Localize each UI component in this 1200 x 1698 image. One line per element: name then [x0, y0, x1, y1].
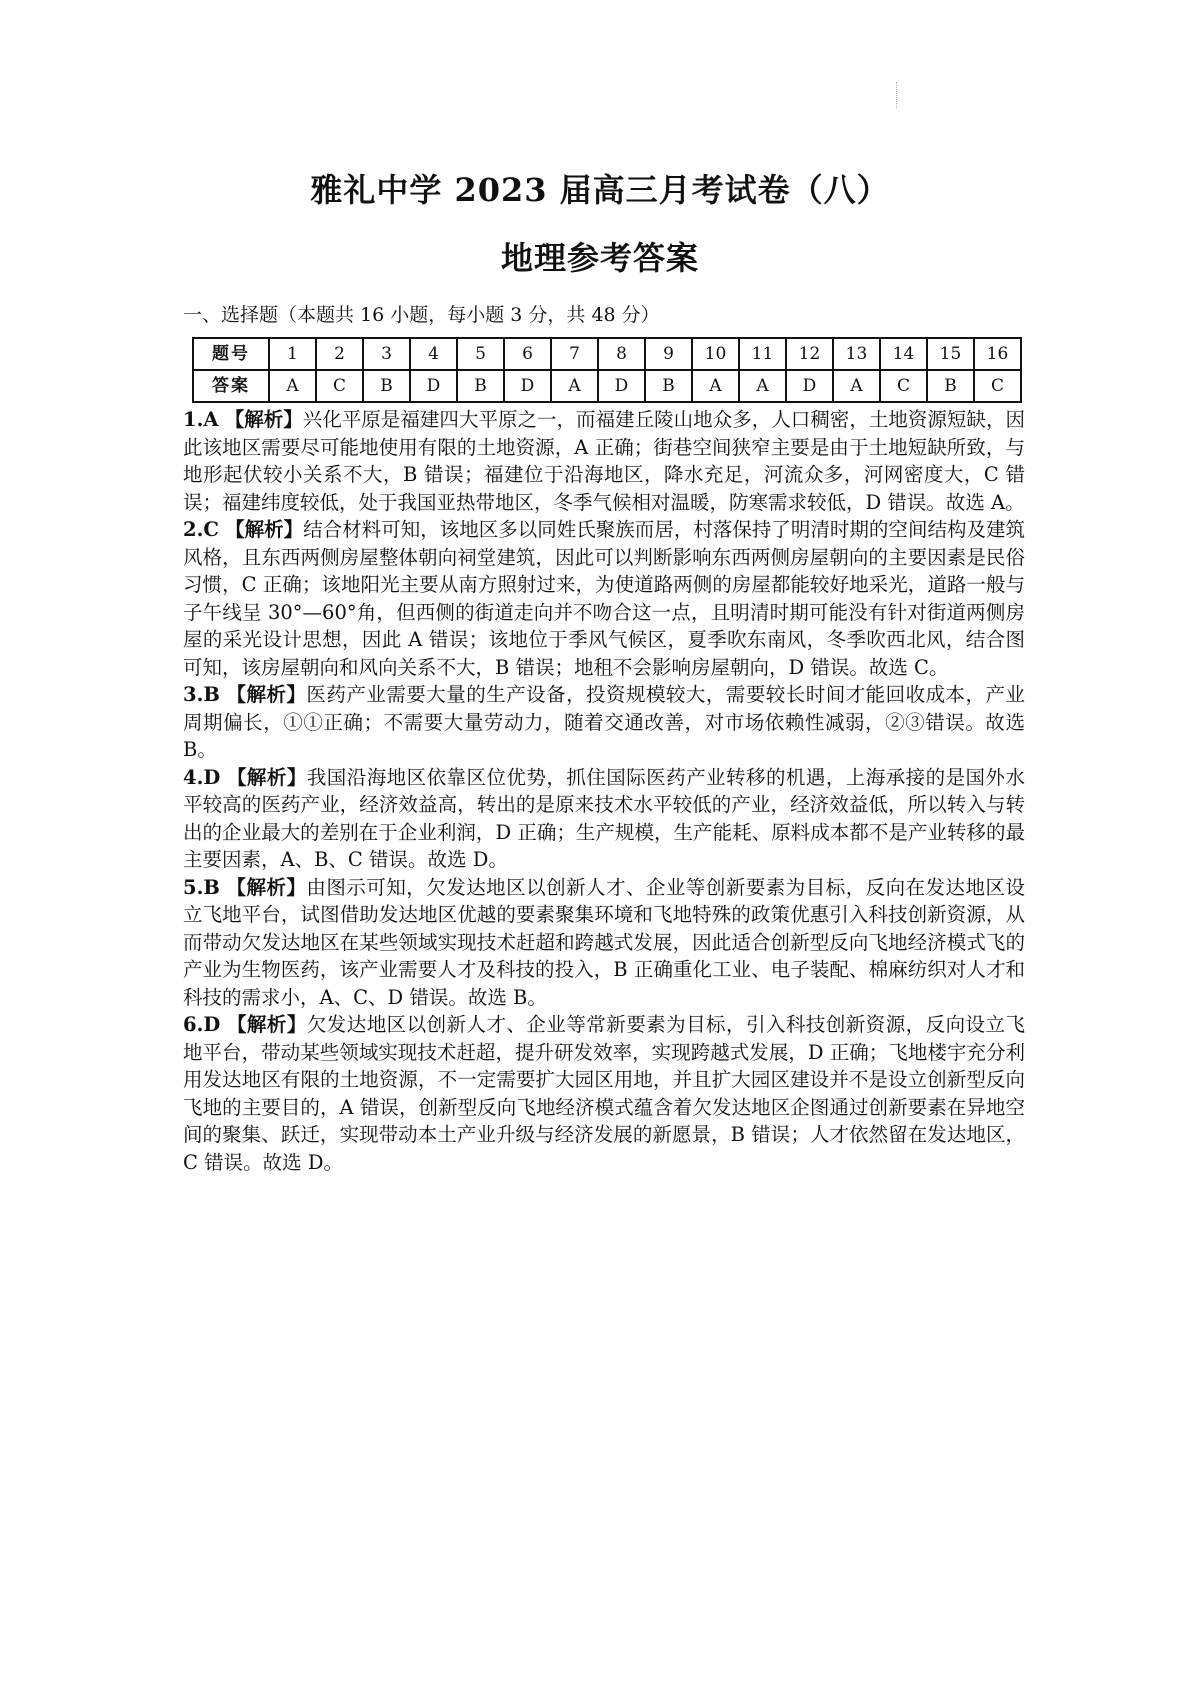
- answer-cell: D: [410, 370, 457, 402]
- explanation-tag: 【解析】: [226, 765, 307, 789]
- answer-cell: B: [363, 370, 410, 402]
- explanation-item: [183, 406, 1025, 516]
- explanation-tag: 【解析】: [224, 408, 303, 431]
- explanation-tag: 【解析】: [226, 683, 307, 706]
- question-number-cell: 2: [316, 338, 363, 370]
- answer-cell: D: [504, 370, 551, 402]
- scan-mark: [896, 82, 899, 108]
- explanation-item: [183, 1011, 1025, 1176]
- explanation-text: 我国沿海地区依靠区位优势，抓住国际医药产业转移的机遇，上海承接的是国外水平较高的医药产业，经济效益高，转出的是原来技术水平较低的产业，经济效益低，所以转入与转出的企业最大的差别在于企业利润，D 正确；生产规模，生产能耗、原料成本都不是产业转移的最主要因素，A、B、C 错误。故选 D。: [183, 765, 1025, 871]
- explanation-tag: 【解析】: [225, 518, 304, 541]
- answer-cell: A: [692, 370, 739, 402]
- row-label-numbers: 题号: [193, 338, 269, 370]
- table-row-question-numbers: [193, 338, 1021, 370]
- explanation-text: 欠发达地区以创新人才、企业等常新要素为目标，引入科技创新资源，反向设立飞地平台，带动某些领域实现技术赶超，提升研发效率，实现跨越式发展，D 正确；飞地楼宇充分利用发达地区有限的土地资源，不一定需要扩大园区用地，并且扩大园区建设并不是设立创新型反向飞地的主要目的，A 错误，创新型反向飞地经济模式蕴含着欠发达地区企图通过创新要素在异地空间的聚集、跃迁，实现带动本土产业升级与经济发展的新愿景，B 错误；人才依然留在发达地区，C 错误。故选 D。: [183, 1013, 1025, 1174]
- answer-cell: B: [927, 370, 974, 402]
- explanation-item: [183, 681, 1025, 764]
- explanation-answer-number: 4.D: [183, 765, 221, 789]
- answer-cell: B: [645, 370, 692, 402]
- answer-cell: A: [833, 370, 880, 402]
- table-row-answers: [193, 370, 1021, 402]
- explanation-tag: 【解析】: [226, 875, 307, 899]
- answer-cell: B: [457, 370, 504, 402]
- question-number-cell: 3: [363, 338, 410, 370]
- question-number-cell: 16: [974, 338, 1021, 370]
- answer-cell: A: [269, 370, 316, 402]
- question-number-cell: 15: [927, 338, 974, 370]
- explanation-answer-number: 6.D: [183, 1013, 221, 1036]
- question-number-cell: 11: [739, 338, 786, 370]
- question-number-cell: 6: [504, 338, 551, 370]
- question-number-cell: 7: [551, 338, 598, 370]
- section-heading: 一、选择题（本题共 16 小题，每小题 3 分，共 48 分）: [183, 304, 660, 326]
- explanation-text: 兴化平原是福建四大平原之一，而福建丘陵山地众多，人口稠密，土地资源短缺，因此该地区需要尽可能地使用有限的土地资源，A 正确；街巷空间狭窄主要是由于土地短缺所致，与地形起伏较小关系不大，B 错误；福建位于沿海地区，降水充足，河流众多，河网密度大，C 错误；福建纬度较低，处于我国亚热带地区，冬季气候相对温暖，防寒需求较低，D 错误。故选 A。: [183, 408, 1025, 514]
- answer-cell: A: [739, 370, 786, 402]
- answer-cell: D: [786, 370, 833, 402]
- answer-cell: A: [551, 370, 598, 402]
- question-number-cell: 10: [692, 338, 739, 370]
- question-number-cell: 4: [410, 338, 457, 370]
- explanation-list: [183, 406, 1025, 1176]
- question-number-cell: 8: [598, 338, 645, 370]
- explanation-text: 医药产业需要大量的生产设备，投资规模较大，需要较长时间才能回收成本，产业周期偏长，①①正确；不需要大量劳动力，随着交通改善，对市场依赖性减弱，②③错误。故选 B。: [183, 683, 1025, 761]
- explanation-text: 结合材料可知，该地区多以同姓氏聚族而居，村落保持了明清时期的空间结构及建筑风格，且东西两侧房屋整体朝向祠堂建筑，因此可以判断影响东西两侧房屋朝向的主要因素是民俗习惯，C 正确；该地阳光主要从南方照射过来，为使道路两侧的房屋都能较好地采光，道路一般与子午线呈 30°—60°角，但西侧的街道走向并不吻合这一点，且明清时期可能没有针对街道两侧房屋的采光设计思想，因此 A 错误；该地位于季风气候区，夏季吹东南风，冬季吹西北风，结合图可知，该房屋朝向和风向关系不大，B 错误；地租不会影响房屋朝向，D 错误。故选 C。: [183, 518, 1025, 679]
- explanation-item: [183, 764, 1025, 874]
- question-number-cell: 9: [645, 338, 692, 370]
- answer-table: [192, 337, 1022, 403]
- page-subtitle: 地理参考答案: [500, 239, 699, 277]
- explanation-item: [183, 874, 1025, 1012]
- question-number-cell: 14: [880, 338, 927, 370]
- explanation-text: 由图示可知，欠发达地区以创新人才、企业等创新要素为目标，反向在发达地区设立飞地平台，试图借助发达地区优越的要素聚集环境和飞地特殊的政策优惠引入科技创新资源，从而带动欠发达地区在某些领域实现技术赶超和跨越式发展，因此适合创新型反向飞地经济模式飞的产业为生物医药，该产业需要人才及科技的投入，B 正确重化工业、电子装配、棉麻纺织对人才和科技的需求小，A、C、D 错误。故选 B。: [183, 875, 1025, 1009]
- answer-cell: C: [974, 370, 1021, 402]
- explanation-answer-number: 5.B: [183, 875, 220, 899]
- explanation-item: [183, 516, 1025, 681]
- explanation-answer-number: 2.C: [183, 518, 219, 541]
- explanation-tag: 【解析】: [226, 1013, 307, 1036]
- question-number-cell: 1: [269, 338, 316, 370]
- row-label-answers: 答案: [193, 370, 269, 402]
- answer-cell: D: [598, 370, 645, 402]
- page-title: 雅礼中学 2023 届高三月考试卷（八）: [310, 171, 890, 209]
- answer-cell: C: [316, 370, 363, 402]
- answer-cell: C: [880, 370, 927, 402]
- question-number-cell: 5: [457, 338, 504, 370]
- question-number-cell: 13: [833, 338, 880, 370]
- question-number-cell: 12: [786, 338, 833, 370]
- explanation-answer-number: 1.A: [183, 408, 219, 431]
- explanation-answer-number: 3.B: [183, 683, 220, 706]
